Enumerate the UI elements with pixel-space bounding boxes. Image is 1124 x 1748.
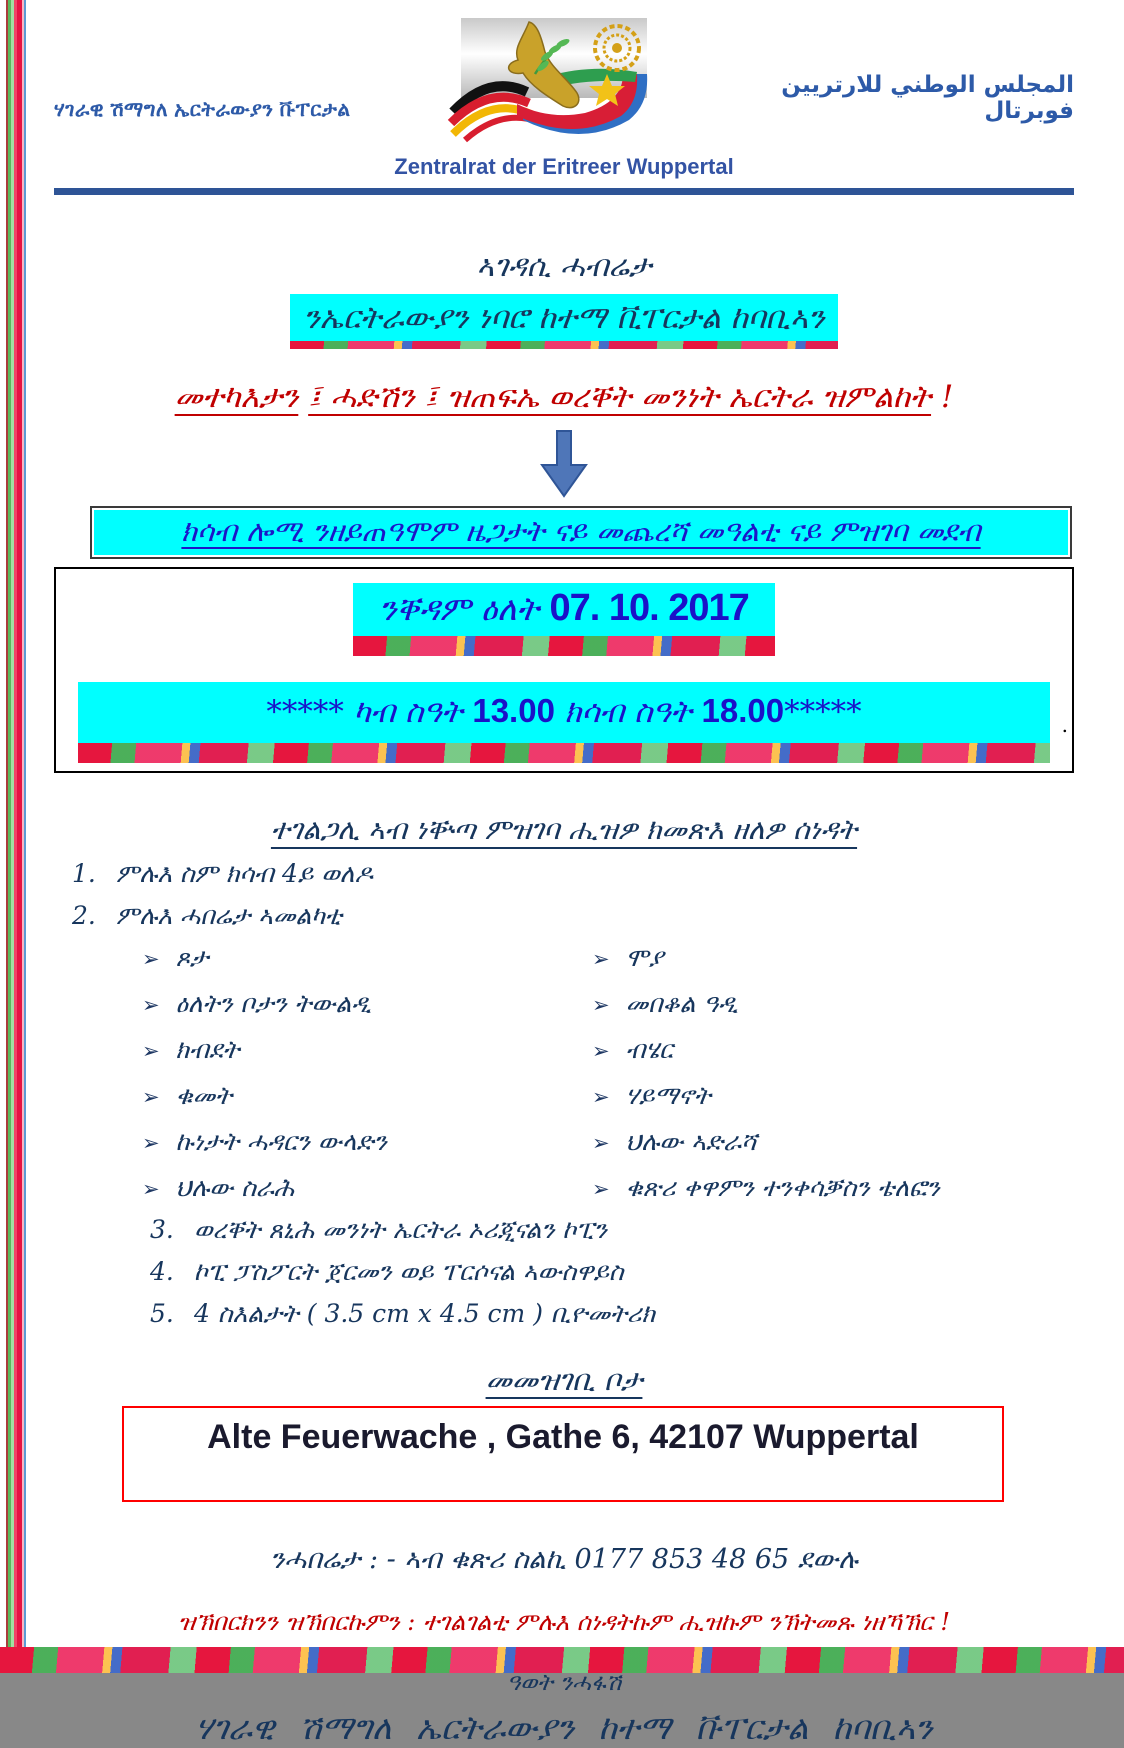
- bullet-label: ዕለትን ቦታን ትውልዲ: [175, 989, 372, 1018]
- arrow-bullet-icon: ➢: [142, 1177, 160, 1201]
- time-to-label: ክሳብ ስዓት: [554, 694, 702, 730]
- arrow-bullet-icon: ➢: [592, 1085, 610, 1109]
- list-item-4-text: ኮፒ ፓስፖርት ጀርመን ወይ ፐርሶናል ኣውስዋይስ: [194, 1257, 624, 1286]
- arrow-bullet-icon: ➢: [142, 1131, 160, 1155]
- time-stars-suffix: *****: [784, 694, 862, 730]
- org-name-arabic: المجلس الوطني للارتريين فوبرتال: [781, 72, 1074, 124]
- bullet-item: [592, 1173, 1074, 1203]
- date-rainbow-underline: [353, 636, 775, 656]
- time-stars-prefix: *****: [266, 694, 344, 730]
- bullet-item: [592, 1035, 1074, 1065]
- arrow-bullet-icon: ➢: [592, 993, 610, 1017]
- list-item-4-number: 4.: [150, 1257, 174, 1286]
- list-item-1: [72, 859, 1074, 889]
- deadline-box: [90, 506, 1072, 559]
- date-band: [353, 583, 775, 636]
- deadline-text-band: [94, 510, 1068, 555]
- header-divider: [54, 188, 1074, 195]
- list-item-2-text: ምሉእ ሓበሬታ ኣመልካቲ: [116, 901, 342, 930]
- subject-exclamation: !: [940, 379, 954, 415]
- requirements-heading-text: ተገልጋሊ ኣብ ነቝጣ ምዝገባ ሒዝዎ ክመጽእ ዘለዎ ሰነዳት: [270, 813, 858, 846]
- audience-rainbow-underline: [290, 341, 839, 349]
- bullet-label: ሃይማኖት: [625, 1081, 711, 1110]
- bullet-item: [142, 1081, 592, 1111]
- arrow-bullet-icon: ➢: [592, 1177, 610, 1201]
- list-item-1-number: 1.: [72, 859, 96, 888]
- venue-heading-text: መመዝገቢ ቦታ: [485, 1363, 643, 1397]
- trailing-period: .: [1061, 713, 1068, 737]
- eritrea-map-logo-icon: [431, 16, 677, 152]
- arrow-bullet-icon: ➢: [142, 993, 160, 1017]
- footer-org-name: ሃገራዊ ሽማግለ ኤርትራውያን ከተማ ቩፐርታል ከባቢኣን: [195, 1708, 933, 1747]
- list-item-5: [150, 1299, 1074, 1329]
- arrow-bullet-icon: ➢: [592, 1131, 610, 1155]
- down-arrow: [54, 430, 1074, 502]
- bullet-label: መበቆል ዓዲ: [625, 989, 738, 1018]
- contact-line: ንሓበሬታ : - ኣብ ቁጽሪ ስልኪ 0177 853 48 65 ደውሉ: [270, 1544, 858, 1575]
- bullet-label: ብሄር: [625, 1035, 673, 1064]
- bullet-item: [592, 989, 1074, 1019]
- list-item-3-number: 3.: [150, 1215, 174, 1244]
- audience-highlighted-text: ንኤርትራውያን ነባሮ ከተማ ቪፐርታል ከባቢኣን: [290, 294, 839, 341]
- arrow-bullet-icon: ➢: [142, 1085, 160, 1109]
- list-item-2: [72, 901, 1074, 931]
- list-item-3: [150, 1215, 1074, 1245]
- bullet-item: [592, 1081, 1074, 1111]
- audience-heading: [290, 294, 839, 349]
- date-value: 07. 10. 2017: [549, 587, 749, 629]
- time-rainbow-underline: [78, 743, 1050, 763]
- org-name-tigrinya: ሃገራዊ ሽማግለ ኤርትራውያን ቩፐርታል: [54, 99, 351, 121]
- subject-heading: [54, 379, 1074, 416]
- time-from-value: 13.00: [472, 692, 555, 729]
- time-from-label: ካብ ስዓት: [343, 694, 473, 730]
- deadline-text: ክሳብ ሎሚ ንዘይጠዓሞም ዜጋታት ናይ መጨረሻ መዓልቲ ናይ ምዝገባ መደብ: [181, 514, 981, 548]
- bullet-label: ቁመት: [175, 1081, 233, 1110]
- bullet-label: ኩነታት ሓዳርን ውላድን: [175, 1127, 387, 1156]
- requirements-heading: [54, 813, 1074, 847]
- list-item-4: [150, 1257, 1074, 1287]
- date-time-box: [54, 567, 1074, 773]
- arrow-bullet-icon: ➢: [142, 947, 160, 971]
- arrow-bullet-icon: ➢: [592, 947, 610, 971]
- arrow-bullet-icon: ➢: [142, 1039, 160, 1063]
- header: [54, 16, 1074, 152]
- list-item-5-text: 4 ስእልታት ( 3.5 cm x 4.5 cm ) ቢዮመትሪክ: [194, 1299, 656, 1328]
- list-item-3-text: ወረቐት ጸኒሕ መንነት ኤርትራ ኦሪጂናልን ኮፒን: [194, 1215, 607, 1244]
- bullet-label: ህሉው ኣድራሻ: [625, 1127, 757, 1156]
- list-item-5-number: 5.: [150, 1299, 174, 1328]
- subject-part-2: ፤ ሓድሽን ፤ ዝጠፍኤ ወረቐት መንነት ኤርትራ ዝምልከት: [308, 379, 932, 415]
- bullet-label: ሞያ: [625, 943, 664, 972]
- time-to-value: 18.00: [701, 692, 785, 729]
- date-label: ንቐዳም ዕለት: [379, 589, 539, 628]
- org-name-german: Zentralrat der Eritreer Wuppertal: [394, 154, 734, 179]
- bullet-label: ቁጽሪ ቀዋምን ተንቀሳቓስን ቴለፎን: [625, 1173, 940, 1202]
- bullet-item: [592, 1127, 1074, 1157]
- bullet-label: ክብደት: [175, 1035, 240, 1064]
- arrow-bullet-icon: ➢: [592, 1039, 610, 1063]
- organization-logo: [431, 16, 677, 152]
- bullet-item: [142, 1173, 592, 1203]
- list-item-2-number: 2.: [72, 901, 96, 930]
- bullet-item: [592, 943, 1074, 973]
- bullet-item: [142, 1127, 592, 1157]
- time-band: [78, 682, 1050, 743]
- reminder-line: ዝኽበርክንን ዝኽበርኩምን : ተገልገልቲ ምሉእ ሰነዳትኩም ሒዝኩም ንኽትመጹ ነዘኻኽር !: [178, 1608, 950, 1636]
- list-item-1-text: ምሉእ ስም ክሳብ 4ይ ወለዶ: [116, 859, 373, 888]
- bullet-item: [142, 943, 592, 973]
- bullet-label: ጾታ: [175, 943, 209, 972]
- date-line: [353, 583, 775, 656]
- bullet-item: [142, 989, 592, 1019]
- subject-part-1: መተካእታን: [174, 379, 299, 415]
- bullet-label: ህሉው ስራሕ: [175, 1173, 295, 1202]
- detail-bullet-list: [142, 943, 1074, 1203]
- bullet-item: [142, 1035, 592, 1065]
- address-box: [122, 1406, 1004, 1502]
- announcement-title: ኣገዳሲ ሓብሬታ: [476, 249, 652, 284]
- down-arrow-icon: [540, 430, 588, 498]
- footer-slogan: ዓወት ንሓፋሽ: [506, 1670, 622, 1696]
- venue-heading: [54, 1363, 1074, 1398]
- venue-address: Alte Feuerwache , Gathe 6, 42107 Wuppertal: [207, 1418, 919, 1456]
